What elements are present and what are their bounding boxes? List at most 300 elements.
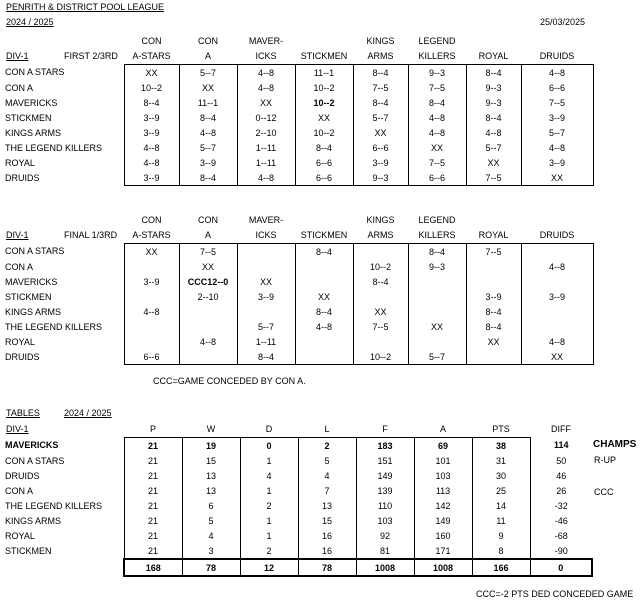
results-grid-first [4,64,594,186]
grid-row-con-a [4,259,593,274]
stat-d: 1 [240,528,298,543]
grid1-stage: FIRST 2/3RD [64,51,118,61]
table-column-l: L [324,424,330,434]
stat-diff: -68 [554,530,568,541]
column-header-2-7: DRUIDS [539,230,575,240]
result-cell: 5--7 [408,349,466,365]
stat-a: 113 [414,483,472,498]
grid-row-the-legend-killers [4,140,593,155]
result-cell: XX [353,125,408,140]
result-cell: 9--3 [408,65,466,81]
stat-p: 21 [124,543,182,559]
result-cell: 5--7 [353,110,408,125]
result-cell [521,319,593,334]
result-cell: 7--5 [466,244,521,260]
stat-d: 4 [240,468,298,483]
grid-row-kings-arms [4,125,593,140]
result-cell: 3--9 [124,110,179,125]
stat-p: 21 [124,483,182,498]
result-cell: 4--8 [124,155,179,170]
result-cell [179,349,237,365]
column-header-2-1: A [204,51,211,61]
table-totals-row [4,559,592,576]
result-cell: XX [237,95,295,110]
team-name: THE LEGEND KILLERS [5,142,103,153]
table-row-the-legend-killers [4,498,592,513]
result-cell: 9--3 [466,80,521,95]
result-cell: 3--9 [521,289,593,304]
team-name: DRUIDS [5,351,40,362]
result-cell: 7--5 [466,170,521,186]
result-cell: 6--6 [124,349,179,365]
result-cell [466,259,521,274]
stat-w: 5 [182,513,240,528]
stat-a: 103 [414,468,472,483]
team-name: KINGS ARMS [5,515,62,526]
league-table [4,437,593,577]
tables-heading: TABLES [6,408,40,418]
result-cell [124,334,179,349]
table-column-w: W [206,424,216,434]
grid-row-stickmen [4,289,593,304]
result-cell: 8--4 [466,65,521,81]
result-cell: 4--8 [295,319,353,334]
result-cell: 8--4 [353,274,408,289]
stat-l: 7 [298,483,356,498]
result-cell [521,304,593,319]
grid-row-con-a-stars [4,65,593,81]
result-cell: 5--7 [237,319,295,334]
team-name: MAVERICKS [5,97,58,108]
stat-f: 92 [356,528,414,543]
result-cell [124,289,179,304]
result-cell: XX [466,334,521,349]
result-cell [124,259,179,274]
stat-diff: 50 [556,455,567,466]
stat-pts: 25 [472,483,530,498]
stat-a: 101 [414,453,472,468]
stat-l: 5 [298,453,356,468]
stat-pts: 11 [472,513,530,528]
result-cell [295,259,353,274]
column-header-2-3: STICKMEN [300,230,348,240]
result-cell: 11--1 [179,95,237,110]
table-row-royal [4,528,592,543]
column-header-1-0: CON [141,36,162,46]
result-cell [521,274,593,289]
team-name: CON A STARS [5,455,65,466]
stat-w: 6 [182,498,240,513]
result-cell: 4--8 [124,304,179,319]
column-header-2-2: ICKS [255,51,277,61]
grid-row-con-a-stars [4,244,593,260]
team-name: THE LEGEND KILLERS [5,321,103,332]
stat-pts: 9 [472,528,530,543]
grid-row-the-legend-killers [4,319,593,334]
result-cell: 10--2 [124,80,179,95]
column-header-2-5: KILLERS [418,230,456,240]
grid-row-mavericks [4,274,593,289]
result-cell: 8--4 [295,304,353,319]
result-cell: 5--7 [466,140,521,155]
stat-f: 149 [356,468,414,483]
row-note-ccc: CCC [594,487,614,497]
column-header-1-4: KINGS [366,215,395,225]
result-cell: XX [521,349,593,365]
result-cell: 8--4 [466,110,521,125]
result-cell [353,244,408,260]
stat-d: 0 [240,438,298,454]
result-cell: 8--4 [408,244,466,260]
result-cell: 1--11 [237,140,295,155]
result-cell: XX [466,155,521,170]
row-note-champs: CHAMPS [593,439,637,450]
stat-p: 21 [124,468,182,483]
result-cell: XX [295,110,353,125]
stat-pts: 30 [472,468,530,483]
stat-diff: -90 [554,545,568,556]
result-cell [295,349,353,365]
result-cell: 0--12 [237,110,295,125]
result-cell: 4--8 [124,140,179,155]
stat-p: 21 [124,528,182,543]
result-cell: 11--1 [295,65,353,81]
result-cell: 8--4 [179,110,237,125]
stat-diff: -46 [554,515,568,526]
result-cell: 6--6 [408,170,466,186]
grid-row-mavericks [4,95,593,110]
stat-diff: 114 [553,440,569,451]
team-name: CON A [5,82,34,93]
stat-pts: 31 [472,453,530,468]
tables-division: DIV-1 [6,424,29,434]
stat-f: 139 [356,483,414,498]
stat-f: 81 [356,543,414,559]
result-cell: 8--4 [295,244,353,260]
table-row-con-a [4,483,592,498]
result-cell [353,289,408,304]
column-header-1-2: MAVER- [248,36,284,46]
total-f: 1008 [356,559,414,576]
result-cell: 3--9 [521,155,593,170]
result-cell: 3--9 [124,170,179,186]
table-row-mavericks [4,438,592,454]
total-pts: 166 [472,559,530,576]
result-cell: XX [237,274,295,289]
result-cell [237,259,295,274]
result-cell: 10--2 [295,80,353,95]
result-cell: 3--9 [466,289,521,304]
stat-f: 151 [356,453,414,468]
result-cell: 3--9 [521,110,593,125]
stat-a: 69 [414,438,472,454]
stat-l: 2 [298,438,356,454]
result-cell: XX [179,259,237,274]
total-p: 168 [124,559,182,576]
team-name: KINGS ARMS [5,306,62,317]
result-cell: XX [295,289,353,304]
result-cell: 1--11 [237,334,295,349]
column-header-2-0: A-STARS [132,230,171,240]
result-cell: 8--4 [466,319,521,334]
table-column-pts: PTS [492,424,510,434]
result-cell: 6--6 [295,155,353,170]
column-header-1-1: CON [198,36,218,46]
result-cell: 6--6 [353,140,408,155]
grid-row-druids [4,349,593,365]
result-cell: 8--4 [124,95,179,110]
result-cell: 10--2 [295,95,353,110]
grid2-stage: FINAL 1/3RD [64,230,118,240]
column-header-1-0: CON [141,215,162,225]
report-date: 25/03/2025 [540,17,586,27]
result-cell: 2--10 [179,289,237,304]
result-cell: 4--8 [179,334,237,349]
stat-w: 13 [182,468,240,483]
team-name: CON A [5,485,34,496]
column-header-2-4: ARMS [367,51,394,61]
grid-row-royal [4,155,593,170]
result-cell: 9--3 [408,259,466,274]
column-header-2-1: A [204,230,211,240]
result-cell: 9--3 [353,170,408,186]
result-cell: 6--6 [295,170,353,186]
result-cell: 8--4 [237,349,295,365]
result-cell: 7--5 [408,80,466,95]
result-cell: XX [179,80,237,95]
result-cell: XX [353,304,408,319]
result-cell: 8--4 [179,170,237,186]
team-name: CON A STARS [5,67,65,78]
result-cell: 4--8 [237,65,295,81]
result-cell: 2--10 [237,125,295,140]
stat-pts: 38 [472,438,530,454]
result-cell: XX [124,244,179,260]
stat-w: 13 [182,483,240,498]
result-cell: 8--4 [353,65,408,81]
column-header-1-1: CON [198,215,218,225]
stat-w: 3 [182,543,240,559]
league-title: PENRITH & DISTRICT POOL LEAGUE [6,2,165,12]
grid-row-stickmen [4,110,593,125]
result-cell: 4--8 [237,170,295,186]
stat-f: 183 [356,438,414,454]
result-cell: 3--9 [353,155,408,170]
result-cell: 8--4 [353,95,408,110]
result-cell [466,274,521,289]
table-row-con-a-stars [4,453,592,468]
stat-p: 21 [124,513,182,528]
result-cell: 6--6 [521,80,593,95]
stat-a: 142 [414,498,472,513]
result-cell [408,304,466,319]
result-cell: 7--5 [408,155,466,170]
result-cell: 8--4 [295,140,353,155]
team-name: THE LEGEND KILLERS [5,500,103,511]
result-cell: 3--9 [124,274,179,289]
column-header-1-2: MAVER- [248,215,284,225]
result-cell [353,334,408,349]
result-cell: 4--8 [466,125,521,140]
tables-season: 2024 / 2025 [64,408,112,418]
result-cell: 8--4 [408,95,466,110]
stat-p: 21 [124,453,182,468]
team-name: STICKMEN [5,112,52,123]
column-header-1-4: KINGS [366,36,395,46]
result-cell: 10--2 [353,259,408,274]
total-w: 78 [182,559,240,576]
team-name: DRUIDS [5,172,40,183]
result-cell: 4--8 [408,125,466,140]
stat-d: 1 [240,453,298,468]
result-cell [295,334,353,349]
result-cell: 7--5 [179,244,237,260]
result-cell: XX [408,319,466,334]
result-cell: 4--8 [521,334,593,349]
result-cell: 7--5 [353,319,408,334]
grid-row-royal [4,334,593,349]
table-column-d: D [265,424,273,434]
stat-p: 21 [124,498,182,513]
grid-row-druids [4,170,593,186]
stat-w: 19 [182,438,240,454]
column-header-1-5: LEGEND [418,215,456,225]
column-header-2-7: DRUIDS [539,51,575,61]
stat-f: 103 [356,513,414,528]
stat-l: 15 [298,513,356,528]
grid-row-kings-arms [4,304,593,319]
result-cell: 4--8 [521,65,593,81]
stat-l: 16 [298,528,356,543]
stat-diff: -32 [554,500,568,511]
result-cell [237,304,295,319]
result-cell: 4--8 [179,125,237,140]
result-cell: 4--8 [521,140,593,155]
grid2-division: DIV-1 [6,230,29,240]
result-cell: 10--2 [353,349,408,365]
team-name: ROYAL [5,157,35,168]
team-name: ROYAL [5,530,35,541]
team-name: MAVERICKS [5,276,58,287]
team-name: CON A STARS [5,246,65,257]
team-name: STICKMEN [5,546,52,556]
stat-d: 1 [240,513,298,528]
total-l: 78 [298,559,356,576]
result-cell: CCC12--0 [179,274,237,289]
totals-spacer [4,559,124,576]
result-cell [295,274,353,289]
column-header-2-3: STICKMEN [300,51,348,61]
table-row-kings-arms [4,513,592,528]
column-header-2-0: A-STARS [132,51,171,61]
table-column-a: A [439,424,446,434]
table-column-diff: DIFF [551,424,571,434]
result-cell: 4--8 [408,110,466,125]
column-header-1-5: LEGEND [418,36,456,46]
grid-row-con-a [4,80,593,95]
result-cell: 3--9 [124,125,179,140]
result-cell [408,289,466,304]
stat-a: 171 [414,543,472,559]
result-cell [179,319,237,334]
column-header-2-5: KILLERS [418,51,456,61]
stat-l: 4 [298,468,356,483]
result-cell: 1--11 [237,155,295,170]
team-name: STICKMEN [5,291,52,302]
stat-f: 110 [356,498,414,513]
grid1-division: DIV-1 [6,51,29,61]
stat-d: 2 [240,543,298,559]
result-cell: 7--5 [353,80,408,95]
table-column-p: P [149,424,156,434]
result-cell [408,274,466,289]
team-name: DRUIDS [5,470,40,481]
stat-d: 1 [240,483,298,498]
column-header-2-4: ARMS [367,230,394,240]
result-cell: 4--8 [521,259,593,274]
column-header-2-6: ROYAL [478,230,509,240]
total-diff: 0 [530,559,592,576]
result-cell: 9--3 [466,95,521,110]
team-name: CON A [5,261,34,272]
result-cell: 5--7 [521,125,593,140]
result-cell: 8--4 [466,304,521,319]
column-header-2-2: ICKS [255,230,277,240]
result-cell: XX [521,170,593,186]
result-cell: 3--9 [237,289,295,304]
stat-w: 15 [182,453,240,468]
stat-a: 160 [414,528,472,543]
stat-pts: 8 [472,543,530,559]
total-d: 12 [240,559,298,576]
result-cell: 3--9 [179,155,237,170]
table-row-druids [4,468,592,483]
stat-diff: 26 [556,485,567,496]
table-row-stickmen [4,543,592,559]
result-cell [237,244,295,260]
row-note-r-up: R-UP [594,455,616,465]
result-cell: XX [408,140,466,155]
stat-p: 21 [124,438,182,454]
team-name: MAVERICKS [5,440,59,451]
column-header-2-6: ROYAL [478,51,509,61]
team-name: KINGS ARMS [5,127,62,138]
stat-a: 149 [414,513,472,528]
stat-pts: 14 [472,498,530,513]
result-cell [521,244,593,260]
stat-diff: 46 [556,470,567,481]
table-column-f: F [382,424,388,434]
stat-l: 16 [298,543,356,559]
season-label: 2024 / 2025 [6,17,54,27]
total-a: 1008 [414,559,472,576]
stat-w: 4 [182,528,240,543]
result-cell: 10--2 [295,125,353,140]
result-cell [124,319,179,334]
result-cell: XX [124,65,179,81]
result-cell: 4--8 [237,80,295,95]
result-cell [408,334,466,349]
result-cell [466,349,521,365]
grid2-note: CCC=GAME CONCEDED BY CON A. [153,376,306,386]
result-cell: 5--7 [179,65,237,81]
tables-footnote: CCC=-2 PTS DED CONCEDED GAME [476,589,634,599]
team-name: ROYAL [5,336,35,347]
result-cell [179,304,237,319]
result-cell: 5--7 [179,140,237,155]
results-grid-final [4,243,594,365]
stat-d: 2 [240,498,298,513]
